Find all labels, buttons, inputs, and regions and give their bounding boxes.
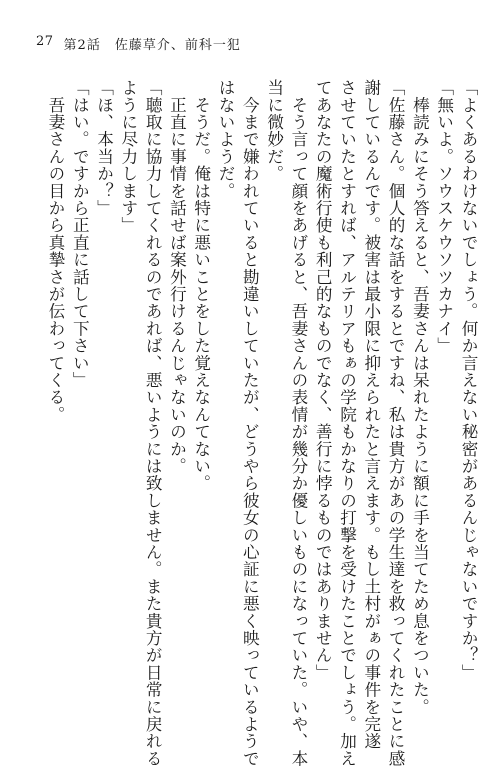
text-line: 「無いよ。ソウスケウソツカナイ」 — [434, 79, 454, 355]
text-line: 正直に事情を話せば案外行けるんじゃないのか。 — [167, 79, 187, 475]
text-line: 棒読みにそう答えると、吾妻さんは呆れたように額に手を当てため息をついた。 — [410, 79, 430, 716]
text-line: 「聴取に協力してくれるのであれば、悪いようには致しません。また貴方が日常に戻れる — [143, 79, 163, 767]
running-header — [36, 34, 241, 53]
chapter-title: 第2話 佐藤草介、前科一犯 — [63, 38, 241, 53]
text-line: 吾妻さんの目から真摯さが伝わってくる。 — [45, 79, 65, 423]
text-line: てあなたの魔術行使も利己的なものでなく、善行に悖るものではありません」 — [313, 79, 333, 681]
page-number: 27 — [36, 34, 54, 49]
text-line: はないようだ。 — [216, 79, 236, 200]
text-line: そう言って顔をあげると、吾妻さんの表情が幾分か優しいものになっていた。いや、本 — [288, 79, 308, 767]
text-line: そうだ。俺は特に悪いことをした覚えなんてない。 — [191, 79, 211, 492]
text-line: 当に微妙だ。 — [264, 79, 284, 183]
text-line: 「よくあるわけないでしょう。何か言えない秘密があるんじゃないですか？」 — [459, 79, 478, 681]
text-line: 「はい。ですから正直に話して下さい」 — [70, 79, 90, 389]
text-line: 「佐藤さん。個人的な話をするとですね、私は貴方があの学生達を救ってくれたことに感 — [386, 79, 406, 767]
text-line: 今まで嫌われていると勘違いしていたが、どうやら彼女の心証に悪く映っているようで — [240, 79, 260, 767]
vertical-body-text — [43, 79, 480, 767]
text-line: 「ほ、本当か？」 — [94, 79, 114, 217]
text-line: させていたとすれば、アルテリアもぁの学院もかなりの打撃を受けたことでしょう。加え — [337, 79, 357, 767]
text-line: 謝しているんです。被害は最小限に抑えられたと言えます。もし土村がぁの事件を完遂 — [361, 79, 381, 750]
text-line: ように尽力します」 — [118, 79, 138, 234]
